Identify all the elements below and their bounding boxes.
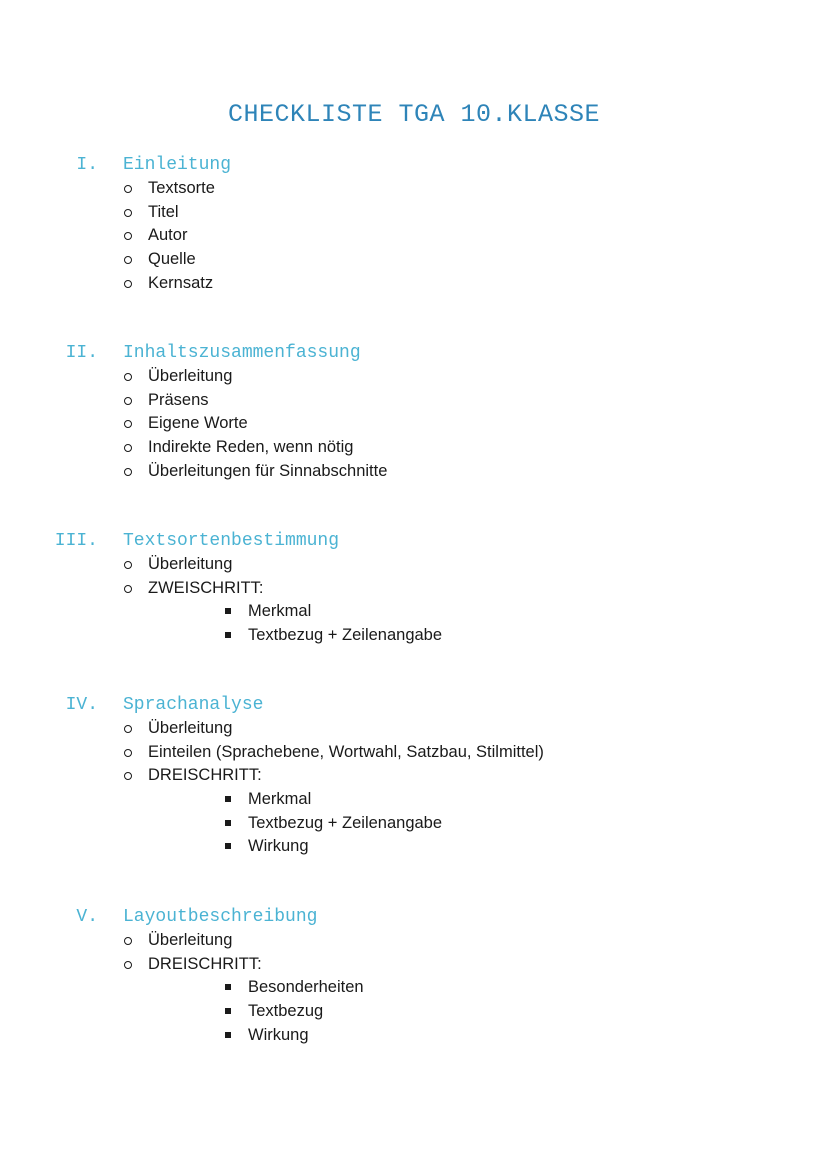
checklist-item bbox=[0, 248, 828, 272]
section-heading: Inhaltszusammenfassung bbox=[123, 343, 361, 363]
section-header bbox=[0, 341, 828, 365]
circle-bullet-icon bbox=[124, 561, 132, 569]
checklist-item-text: ZWEISCHRITT: bbox=[148, 578, 264, 597]
square-bullet-icon bbox=[225, 632, 231, 638]
checklist-item bbox=[0, 929, 828, 953]
checklist-item bbox=[0, 436, 828, 460]
checklist-subitem bbox=[0, 1024, 828, 1048]
checklist-subitem bbox=[0, 835, 828, 859]
checklist-item-text: Titel bbox=[148, 202, 179, 221]
section-numeral: I. bbox=[76, 155, 98, 175]
checklist-item bbox=[0, 577, 828, 601]
checklist-item-text: DREISCHRITT: bbox=[148, 766, 262, 785]
circle-bullet-icon bbox=[124, 256, 132, 264]
square-bullet-icon bbox=[225, 843, 231, 849]
section-numeral: IV. bbox=[65, 695, 98, 715]
checklist-item bbox=[0, 365, 828, 389]
checklist-item bbox=[0, 224, 828, 248]
checklist-subitem bbox=[0, 788, 828, 812]
square-bullet-icon bbox=[225, 1008, 231, 1014]
checklist-subitem bbox=[0, 624, 828, 648]
section-header bbox=[0, 529, 828, 553]
circle-bullet-icon bbox=[124, 185, 132, 193]
checklist-item bbox=[0, 953, 828, 977]
section-item-list bbox=[0, 929, 828, 1047]
section-heading: Einleitung bbox=[123, 155, 232, 175]
circle-bullet-icon bbox=[124, 749, 132, 757]
section-header bbox=[0, 153, 828, 177]
checklist-item bbox=[0, 717, 828, 741]
checklist-item-text: Indirekte Reden, wenn nötig bbox=[148, 438, 354, 457]
section-header bbox=[0, 693, 828, 717]
checklist-item bbox=[0, 389, 828, 413]
checklist-item-text: Einteilen (Sprachebene, Wortwahl, Satzbau, Stilmittel) bbox=[148, 742, 544, 761]
checklist-item-text: Überleitung bbox=[148, 555, 233, 573]
checklist-subitem bbox=[0, 812, 828, 836]
checklist-subitem-text: Wirkung bbox=[248, 837, 309, 856]
section-numeral: III. bbox=[54, 531, 98, 551]
checklist-subitem bbox=[0, 1000, 828, 1024]
circle-bullet-icon bbox=[124, 444, 132, 452]
checklist-item-text: Überleitung bbox=[148, 719, 233, 737]
checklist-item-text: Textsorte bbox=[148, 179, 215, 197]
section-header bbox=[0, 905, 828, 929]
circle-bullet-icon bbox=[124, 937, 132, 945]
section-numeral: V. bbox=[76, 907, 98, 927]
checklist-item bbox=[0, 741, 828, 765]
circle-bullet-icon bbox=[124, 420, 132, 428]
checklist-subitem-text: Besonderheiten bbox=[248, 978, 364, 997]
checklist-item-text: Kernsatz bbox=[148, 273, 214, 292]
checklist-item bbox=[0, 201, 828, 225]
checklist-item bbox=[0, 460, 828, 484]
square-bullet-icon bbox=[225, 1032, 231, 1038]
checklist-subitem-text: Textbezug + Zeilenangabe bbox=[248, 626, 443, 645]
circle-bullet-icon bbox=[124, 232, 132, 240]
checklist-subitem-text: Textbezug + Zeilenangabe bbox=[248, 813, 443, 832]
checklist-item-text: DREISCHRITT: bbox=[148, 954, 262, 973]
checklist-subitem-text: Merkmal bbox=[248, 602, 312, 621]
checklist-item-text: Autor bbox=[148, 226, 188, 245]
square-bullet-icon bbox=[225, 820, 231, 826]
section-item-list bbox=[0, 717, 828, 859]
section-numeral: II. bbox=[65, 343, 98, 363]
checklist-item-text: Eigene Worte bbox=[148, 414, 248, 433]
checklist-subitem bbox=[0, 976, 828, 1000]
section-heading: Textsortenbestimmung bbox=[123, 531, 340, 551]
checklist-subitem bbox=[0, 600, 828, 624]
square-bullet-icon bbox=[225, 608, 231, 614]
square-bullet-icon bbox=[225, 796, 231, 802]
square-bullet-icon bbox=[225, 984, 231, 990]
circle-bullet-icon bbox=[124, 373, 132, 381]
checklist-item-text: Quelle bbox=[148, 250, 196, 269]
checklist-item-text: Überleitung bbox=[148, 931, 233, 949]
circle-bullet-icon bbox=[124, 585, 132, 593]
circle-bullet-icon bbox=[124, 961, 132, 969]
checklist-item bbox=[0, 272, 828, 296]
circle-bullet-icon bbox=[124, 468, 132, 476]
checklist-subitem-text: Wirkung bbox=[248, 1025, 309, 1044]
circle-bullet-icon bbox=[124, 280, 132, 288]
circle-bullet-icon bbox=[124, 209, 132, 217]
section-item-list bbox=[0, 177, 828, 295]
checklist-item bbox=[0, 177, 828, 201]
checklist-item-text: Überleitungen für Sinnabschnitte bbox=[148, 461, 388, 480]
section-heading: Layoutbeschreibung bbox=[123, 907, 318, 927]
checklist-item-text: Präsens bbox=[148, 390, 209, 409]
circle-bullet-icon bbox=[124, 397, 132, 405]
section-heading: Sprachanalyse bbox=[123, 695, 264, 715]
checklist-item bbox=[0, 764, 828, 788]
section-item-list bbox=[0, 553, 828, 648]
circle-bullet-icon bbox=[124, 725, 132, 733]
checklist-item-text: Überleitung bbox=[148, 367, 233, 385]
checklist-item bbox=[0, 553, 828, 577]
document-title: CHECKLISTE TGA 10.KLASSE bbox=[227, 100, 601, 129]
checklist-item bbox=[0, 412, 828, 436]
section-item-list bbox=[0, 365, 828, 483]
circle-bullet-icon bbox=[124, 772, 132, 780]
checklist-subitem-text: Textbezug bbox=[248, 1002, 324, 1021]
checklist-subitem-text: Merkmal bbox=[248, 790, 312, 809]
